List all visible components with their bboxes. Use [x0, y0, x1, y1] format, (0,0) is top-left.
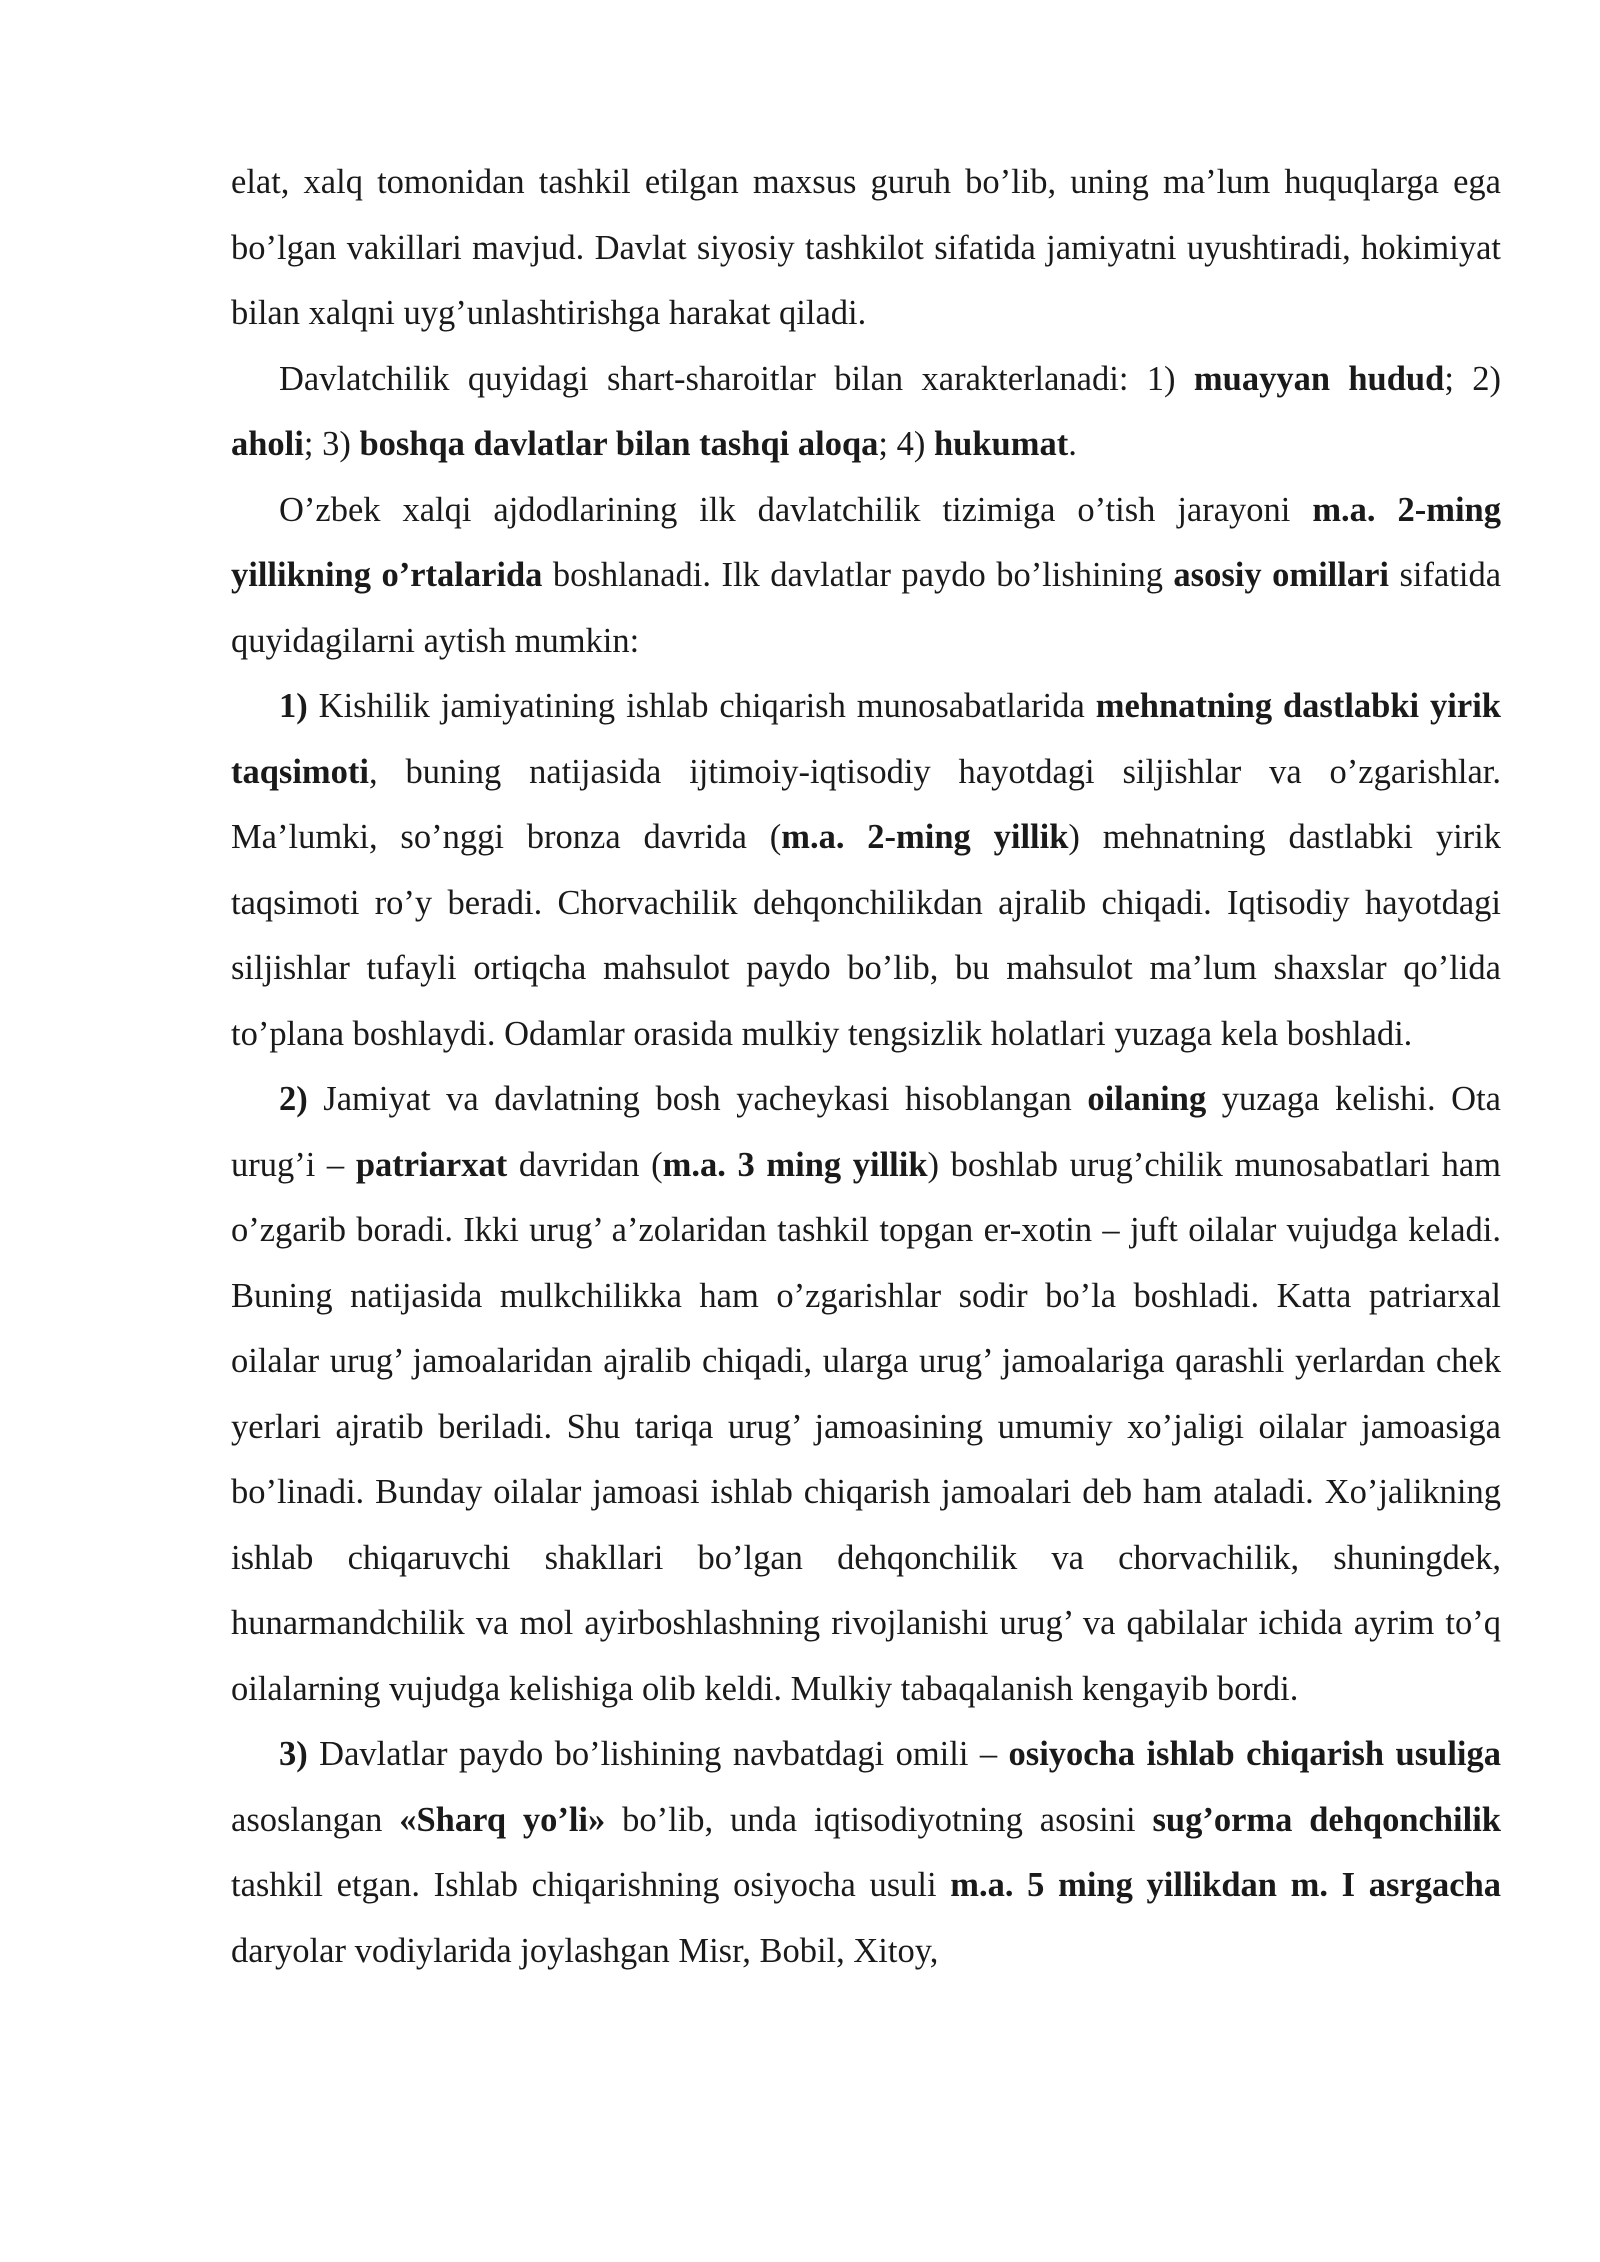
- paragraph: [231, 1722, 1501, 1984]
- bold-text-run: 2): [279, 1080, 308, 1118]
- text-run: yuzaga kelishi. Ota urug’i –: [231, 1080, 1501, 1184]
- bold-text-run: patriarxat: [355, 1145, 508, 1184]
- paragraph: [231, 1067, 1501, 1722]
- bold-text-run: aholi: [231, 425, 304, 463]
- bold-text-run: m.a. 5 ming yillikdan m. I asrgacha: [950, 1866, 1502, 1904]
- text-run: Davlatchilik quyidagi shart-sharoitlar bilan xarakterlanadi: 1): [279, 359, 1194, 398]
- text-run: asoslangan: [231, 1800, 400, 1839]
- bold-text-run: 3): [279, 1735, 308, 1773]
- text-run: ; 4): [878, 425, 934, 463]
- paragraph: [231, 674, 1501, 1067]
- text-run: .: [1068, 425, 1077, 463]
- text-run: boshlanadi. Ilk davlatlar paydo bo’lishining: [542, 556, 1174, 594]
- text-run: , buning natijasida ijtimoiy-iqtisodiy hayotdagi siljishlar va o’zgarishlar. Ma’lumki, so’nggi bronza davrida (: [231, 752, 1501, 856]
- text-run: Kishilik jamiyatining ishlab chiqarish munosabatlarida: [307, 687, 1096, 725]
- bold-text-run: oilaning: [1087, 1080, 1207, 1118]
- text-run: bo’lib, unda iqtisodiyotning asosini: [605, 1800, 1153, 1839]
- text-run: daryolar vodiylarida joylashgan Misr, Bobil, Xitoy,: [231, 1931, 939, 1970]
- bold-text-run: hukumat: [933, 425, 1069, 463]
- bold-text-run: asosiy omillari: [1173, 556, 1389, 594]
- text-run: tashkil etgan. Ishlab chiqarishning osiyocha usuli: [231, 1866, 951, 1904]
- paragraph: [231, 478, 1501, 675]
- bold-text-run: «Sharq yo’li»: [399, 1800, 606, 1839]
- bold-text-run: sug’orma dehqonchilik: [1152, 1800, 1501, 1839]
- text-run: Davlatlar paydo bo’lishining navbatdagi omili –: [307, 1735, 1009, 1773]
- bold-text-run: mehnatning dastlabki yirik taqsimoti: [231, 687, 1501, 791]
- text-run: ) boshlab urug’chilik munosabatlari ham o’zgarib boradi. Ikki urug’ a’zolaridan tashkil topgan er-xotin – juft oilalar vujudga keladi. Buning natijasida mulkchilikka ham o’zgarishlar sodir bo’la boshladi. Katta patriarxal oilalar urug’ jamoalaridan ajralib chiqadi, ularga urug’ jamoalariga qarashli yerlardan chek yerlari ajratib beriladi. Shu tariqa urug’ jamoasining umumiy xo’jaligi oilalar jamoasiga bo’linadi. Bunday oilalar jamoasi ishlab chiqarish jamoalari deb ham ataladi. Xo’jalikning ishlab chiqaruvchi shakllari bo’lgan dehqonchilik va chorvachilik, shuningdek, hunarmandchilik va mol ayirboshlashning rivojlanishi urug’ va qabilalar ichida ayrim to’q oilalarning vujudga kelishiga olib keldi. Mulkiy tabaqalanish kengayib bordi.: [231, 1145, 1501, 1708]
- bold-text-run: m.a. 2-ming yillikning o’rtalarida: [231, 490, 1501, 594]
- text-run: Jamiyat va davlatning bosh yacheykasi hisoblangan: [307, 1080, 1088, 1118]
- bold-text-run: osiyocha ishlab chiqarish usuliga: [1008, 1735, 1501, 1773]
- bold-text-run: muayyan hudud: [1193, 359, 1445, 398]
- bold-text-run: m.a. 3 ming yillik: [662, 1145, 928, 1184]
- text-run: sifatida quyidagilarni aytish mumkin:: [231, 556, 1502, 660]
- paragraph: [231, 150, 1501, 347]
- text-run: ; 2): [1444, 359, 1501, 398]
- document-page: [231, 150, 1501, 1984]
- text-run: davridan (: [507, 1145, 663, 1184]
- text-run: elat, xalq tomonidan tashkil etilgan maxsus guruh bo’lib, uning ma’lum huquqlarga ega bo’lgan vakillari mavjud. Davlat siyosiy tashkilot sifatida jamiyatni uyushtiradi, hokimiyat bilan xalqni uyg’unlashtirishga harakat qiladi.: [231, 163, 1501, 332]
- bold-text-run: boshqa davlatlar bilan tashqi aloqa: [359, 425, 879, 463]
- text-run: O’zbek xalqi ajdodlarining ilk davlatchilik tizimiga o’tish jarayoni: [279, 490, 1313, 529]
- bold-text-run: m.a. 2-ming yillik: [781, 818, 1069, 856]
- paragraph: [231, 347, 1501, 478]
- bold-text-run: 1): [279, 687, 308, 725]
- text-run: ) mehnatning dastlabki yirik taqsimoti ro’y beradi. Chorvachilik dehqonchilikdan ajralib chiqadi. Iqtisodiy hayotdagi siljishlar tufayli ortiqcha mahsulot paydo bo’lib, bu mahsulot ma’lum shaxslar qo’lida to’plana boshlaydi. Odamlar orasida mulkiy tengsizlik holatlari yuzaga kela boshladi.: [231, 818, 1501, 1053]
- text-run: ; 3): [303, 425, 360, 463]
